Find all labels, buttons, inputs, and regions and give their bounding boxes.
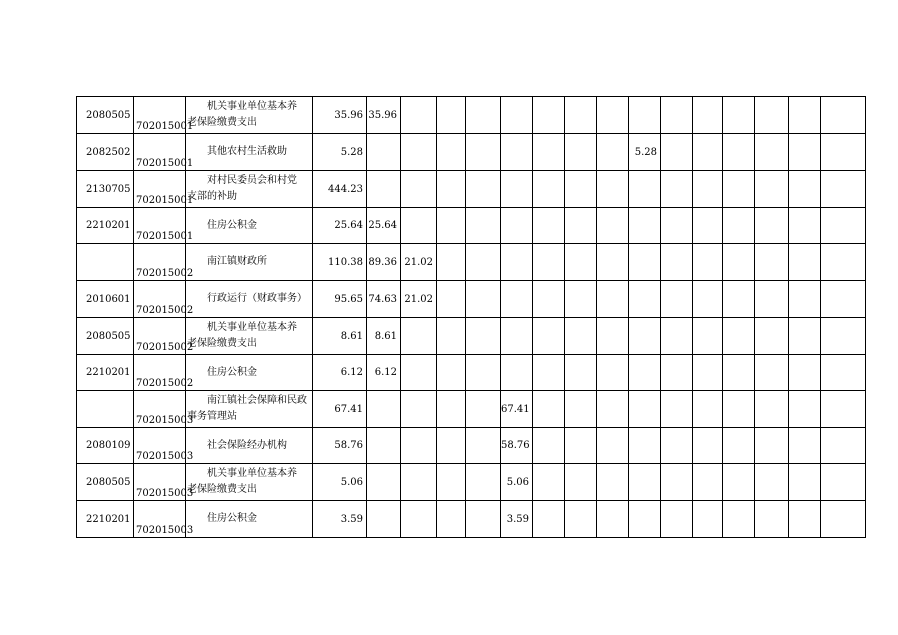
amount-cell [437, 355, 466, 391]
amount-cell [565, 244, 597, 281]
amount-cell [437, 391, 466, 428]
amount-cell [789, 391, 821, 428]
amount-cell [821, 355, 866, 391]
amount-cell [723, 171, 755, 208]
unit-code-cell: 702015001 [134, 134, 186, 171]
unit-code-cell: 702015002 [134, 281, 186, 318]
amount-cell [661, 501, 693, 538]
amount-cell [629, 391, 661, 428]
amount-cell [437, 134, 466, 171]
table-row [77, 428, 866, 464]
amount-cell [789, 244, 821, 281]
amount-cell [466, 208, 501, 244]
amount-cell [789, 208, 821, 244]
table-row [77, 134, 866, 171]
item-name-line: 机关事业单位基本养 [207, 101, 297, 112]
amount-cell [367, 428, 401, 464]
unit-code-cell: 702015001 [134, 171, 186, 208]
amount-cell [755, 428, 789, 464]
amount-cell [723, 244, 755, 281]
amount-cell: 21.02 [401, 244, 437, 281]
total-amount-cell: 6.12 [313, 355, 367, 391]
amount-cell [789, 97, 821, 134]
table-row [77, 171, 866, 208]
amount-cell [466, 171, 501, 208]
amount-cell [661, 391, 693, 428]
amount-cell [821, 391, 866, 428]
amount-cell [821, 134, 866, 171]
amount-cell [629, 171, 661, 208]
item-name-cell [186, 134, 313, 171]
amount-cell [533, 501, 565, 538]
item-name-line: 机关事业单位基本养 [207, 322, 297, 333]
table-row [77, 391, 866, 428]
amount-cell [597, 428, 629, 464]
total-amount-cell: 35.96 [313, 97, 367, 134]
amount-cell [755, 208, 789, 244]
amount-cell [401, 391, 437, 428]
amount-cell [789, 464, 821, 501]
item-name-text: 住房公积金 [207, 366, 257, 378]
amount-cell [693, 428, 723, 464]
amount-cell [466, 391, 501, 428]
item-name-line: 南江镇社会保障和民政 [207, 395, 307, 406]
amount-cell [533, 97, 565, 134]
amount-cell [466, 244, 501, 281]
unit-code-cell: 702015001 [134, 97, 186, 134]
total-amount-cell: 58.76 [313, 428, 367, 464]
amount-cell: 89.36 [367, 244, 401, 281]
amount-cell [565, 391, 597, 428]
amount-cell [597, 134, 629, 171]
subject-code-cell [77, 391, 134, 428]
table-row [77, 464, 866, 501]
table-body [77, 97, 866, 538]
item-name-cell [186, 501, 313, 538]
amount-cell [466, 355, 501, 391]
amount-cell [661, 464, 693, 501]
amount-cell [821, 244, 866, 281]
amount-cell [693, 318, 723, 355]
amount-cell [661, 281, 693, 318]
subject-code-cell: 2080109 [77, 428, 134, 464]
amount-cell [629, 428, 661, 464]
amount-cell [821, 97, 866, 134]
amount-cell [533, 208, 565, 244]
amount-cell: 8.61 [367, 318, 401, 355]
amount-cell [466, 464, 501, 501]
amount-cell: 3.59 [501, 501, 533, 538]
item-name-cell [186, 464, 313, 501]
amount-cell [661, 244, 693, 281]
amount-cell [437, 208, 466, 244]
amount-cell [401, 501, 437, 538]
amount-cell [723, 208, 755, 244]
subject-code-cell [77, 244, 134, 281]
amount-cell [597, 97, 629, 134]
amount-cell [723, 355, 755, 391]
amount-cell [789, 501, 821, 538]
amount-cell [821, 464, 866, 501]
amount-cell [401, 428, 437, 464]
item-name-line: 老保险缴费支出 [187, 484, 257, 495]
amount-cell [367, 501, 401, 538]
table-row [77, 244, 866, 281]
amount-cell [466, 318, 501, 355]
amount-cell [401, 171, 437, 208]
amount-cell [821, 281, 866, 318]
unit-code-cell: 702015001 [134, 208, 186, 244]
amount-cell [723, 428, 755, 464]
item-name-line: 对村民委员会和村党 [207, 175, 297, 186]
amount-cell [661, 97, 693, 134]
amount-cell [401, 134, 437, 171]
amount-cell [693, 134, 723, 171]
amount-cell: 35.96 [367, 97, 401, 134]
item-name-cell [186, 281, 313, 318]
amount-cell [723, 281, 755, 318]
amount-cell [597, 355, 629, 391]
unit-code-cell: 702015002 [134, 244, 186, 281]
item-name-text: 住房公积金 [207, 513, 257, 524]
amount-cell [533, 171, 565, 208]
amount-cell [755, 391, 789, 428]
amount-cell [533, 134, 565, 171]
total-amount-cell: 5.06 [313, 464, 367, 501]
amount-cell [723, 391, 755, 428]
amount-cell [501, 134, 533, 171]
item-name-line: 老保险缴费支出 [187, 338, 257, 349]
amount-cell [629, 355, 661, 391]
amount-cell [501, 208, 533, 244]
item-name-line: 老保险缴费支出 [187, 117, 257, 128]
amount-cell [437, 97, 466, 134]
amount-cell [466, 428, 501, 464]
amount-cell [501, 97, 533, 134]
amount-cell [755, 97, 789, 134]
item-name-text: 社会保险经办机构 [207, 439, 287, 451]
amount-cell [755, 134, 789, 171]
amount-cell [755, 464, 789, 501]
amount-cell [629, 464, 661, 501]
amount-cell [367, 391, 401, 428]
item-name-cell [186, 244, 313, 281]
amount-cell [565, 171, 597, 208]
amount-cell [466, 97, 501, 134]
unit-code-cell: 702015002 [134, 318, 186, 355]
amount-cell [565, 464, 597, 501]
amount-cell [723, 464, 755, 501]
amount-cell: 67.41 [501, 391, 533, 428]
subject-code-cell: 2080505 [77, 97, 134, 134]
amount-cell [401, 318, 437, 355]
amount-cell [565, 318, 597, 355]
amount-cell [597, 171, 629, 208]
item-name-cell [186, 97, 313, 134]
amount-cell: 25.64 [367, 208, 401, 244]
amount-cell [466, 501, 501, 538]
amount-cell [693, 464, 723, 501]
amount-cell [629, 501, 661, 538]
item-name-cell [186, 355, 313, 391]
total-amount-cell: 67.41 [313, 391, 367, 428]
subject-code-cell: 2210201 [77, 208, 134, 244]
total-amount-cell: 8.61 [313, 318, 367, 355]
amount-cell [533, 318, 565, 355]
item-name-cell [186, 171, 313, 208]
amount-cell [723, 134, 755, 171]
amount-cell [533, 355, 565, 391]
item-name-line: 机关事业单位基本养 [207, 468, 297, 479]
item-name-line: 事务管理站 [187, 411, 237, 422]
amount-cell [693, 171, 723, 208]
subject-code-cell: 2010601 [77, 281, 134, 318]
unit-code-cell: 702015003 [134, 501, 186, 538]
unit-code-cell: 702015003 [134, 464, 186, 501]
subject-code-cell: 2130705 [77, 171, 134, 208]
amount-cell [755, 281, 789, 318]
amount-cell [437, 464, 466, 501]
subject-code-cell: 2210201 [77, 501, 134, 538]
amount-cell [437, 171, 466, 208]
amount-cell [755, 171, 789, 208]
amount-cell [629, 318, 661, 355]
table-row [77, 281, 866, 318]
amount-cell [661, 134, 693, 171]
item-name-line: 支部的补助 [187, 191, 237, 202]
amount-cell [501, 355, 533, 391]
amount-cell [789, 134, 821, 171]
amount-cell: 21.02 [401, 281, 437, 318]
amount-cell [597, 464, 629, 501]
item-name-text: 行政运行（财政事务） [207, 293, 307, 304]
amount-cell [629, 97, 661, 134]
table-row [77, 208, 866, 244]
amount-cell [755, 355, 789, 391]
table-row [77, 318, 866, 355]
amount-cell [693, 208, 723, 244]
amount-cell: 5.06 [501, 464, 533, 501]
amount-cell [629, 208, 661, 244]
amount-cell [693, 391, 723, 428]
amount-cell [661, 208, 693, 244]
amount-cell [821, 318, 866, 355]
amount-cell [789, 428, 821, 464]
amount-cell [723, 97, 755, 134]
unit-code-cell: 702015002 [134, 355, 186, 391]
amount-cell [723, 501, 755, 538]
amount-cell [401, 355, 437, 391]
amount-cell [789, 281, 821, 318]
amount-cell [755, 318, 789, 355]
amount-cell [501, 171, 533, 208]
amount-cell [821, 208, 866, 244]
amount-cell [466, 134, 501, 171]
amount-cell [437, 281, 466, 318]
total-amount-cell: 3.59 [313, 501, 367, 538]
amount-cell [501, 244, 533, 281]
amount-cell [367, 464, 401, 501]
amount-cell [565, 355, 597, 391]
amount-cell [565, 97, 597, 134]
amount-cell [437, 318, 466, 355]
amount-cell [597, 208, 629, 244]
amount-cell [533, 464, 565, 501]
amount-cell [693, 281, 723, 318]
amount-cell [755, 501, 789, 538]
amount-cell [533, 244, 565, 281]
amount-cell [597, 501, 629, 538]
item-name-text: 住房公积金 [207, 219, 257, 231]
amount-cell [661, 355, 693, 391]
total-amount-cell: 110.38 [313, 244, 367, 281]
item-name-cell [186, 391, 313, 428]
amount-cell [533, 281, 565, 318]
subject-code-cell: 2080505 [77, 464, 134, 501]
amount-cell [661, 318, 693, 355]
amount-cell [755, 244, 789, 281]
amount-cell [821, 171, 866, 208]
amount-cell [565, 134, 597, 171]
amount-cell [629, 281, 661, 318]
amount-cell [597, 244, 629, 281]
item-name-text: 南江镇财政所 [207, 256, 267, 267]
amount-cell [367, 134, 401, 171]
unit-code-cell: 702015003 [134, 391, 186, 428]
item-name-text: 其他农村生活救助 [207, 146, 287, 157]
subject-code-cell: 2210201 [77, 355, 134, 391]
amount-cell [789, 355, 821, 391]
table-row [77, 355, 866, 391]
amount-cell [437, 244, 466, 281]
item-name-cell [186, 208, 313, 244]
amount-cell [661, 171, 693, 208]
amount-cell [661, 428, 693, 464]
amount-cell: 74.63 [367, 281, 401, 318]
table-row [77, 501, 866, 538]
amount-cell [723, 318, 755, 355]
amount-cell [533, 391, 565, 428]
amount-cell [501, 318, 533, 355]
amount-cell [565, 281, 597, 318]
amount-cell [597, 318, 629, 355]
amount-cell [789, 171, 821, 208]
amount-cell [693, 501, 723, 538]
amount-cell [693, 97, 723, 134]
amount-cell [693, 355, 723, 391]
amount-cell [821, 501, 866, 538]
amount-cell [501, 281, 533, 318]
amount-cell: 6.12 [367, 355, 401, 391]
amount-cell [466, 281, 501, 318]
amount-cell [821, 428, 866, 464]
amount-cell [437, 428, 466, 464]
amount-cell [437, 501, 466, 538]
total-amount-cell: 444.23 [313, 171, 367, 208]
total-amount-cell: 5.28 [313, 134, 367, 171]
amount-cell [565, 428, 597, 464]
amount-cell [693, 244, 723, 281]
item-name-cell [186, 428, 313, 464]
amount-cell [401, 464, 437, 501]
amount-cell: 5.28 [629, 134, 661, 171]
amount-cell [367, 171, 401, 208]
amount-cell: 58.76 [501, 428, 533, 464]
amount-cell [533, 428, 565, 464]
item-name-cell [186, 318, 313, 355]
amount-cell [565, 208, 597, 244]
amount-cell [629, 244, 661, 281]
total-amount-cell: 25.64 [313, 208, 367, 244]
amount-cell [401, 97, 437, 134]
total-amount-cell: 95.65 [313, 281, 367, 318]
subject-code-cell: 2082502 [77, 134, 134, 171]
amount-cell [401, 208, 437, 244]
amount-cell [597, 281, 629, 318]
table-row [77, 97, 866, 134]
amount-cell [789, 318, 821, 355]
unit-code-cell: 702015003 [134, 428, 186, 464]
amount-cell [565, 501, 597, 538]
subject-code-cell: 2080505 [77, 318, 134, 355]
amount-cell [597, 391, 629, 428]
budget-table [76, 96, 866, 538]
